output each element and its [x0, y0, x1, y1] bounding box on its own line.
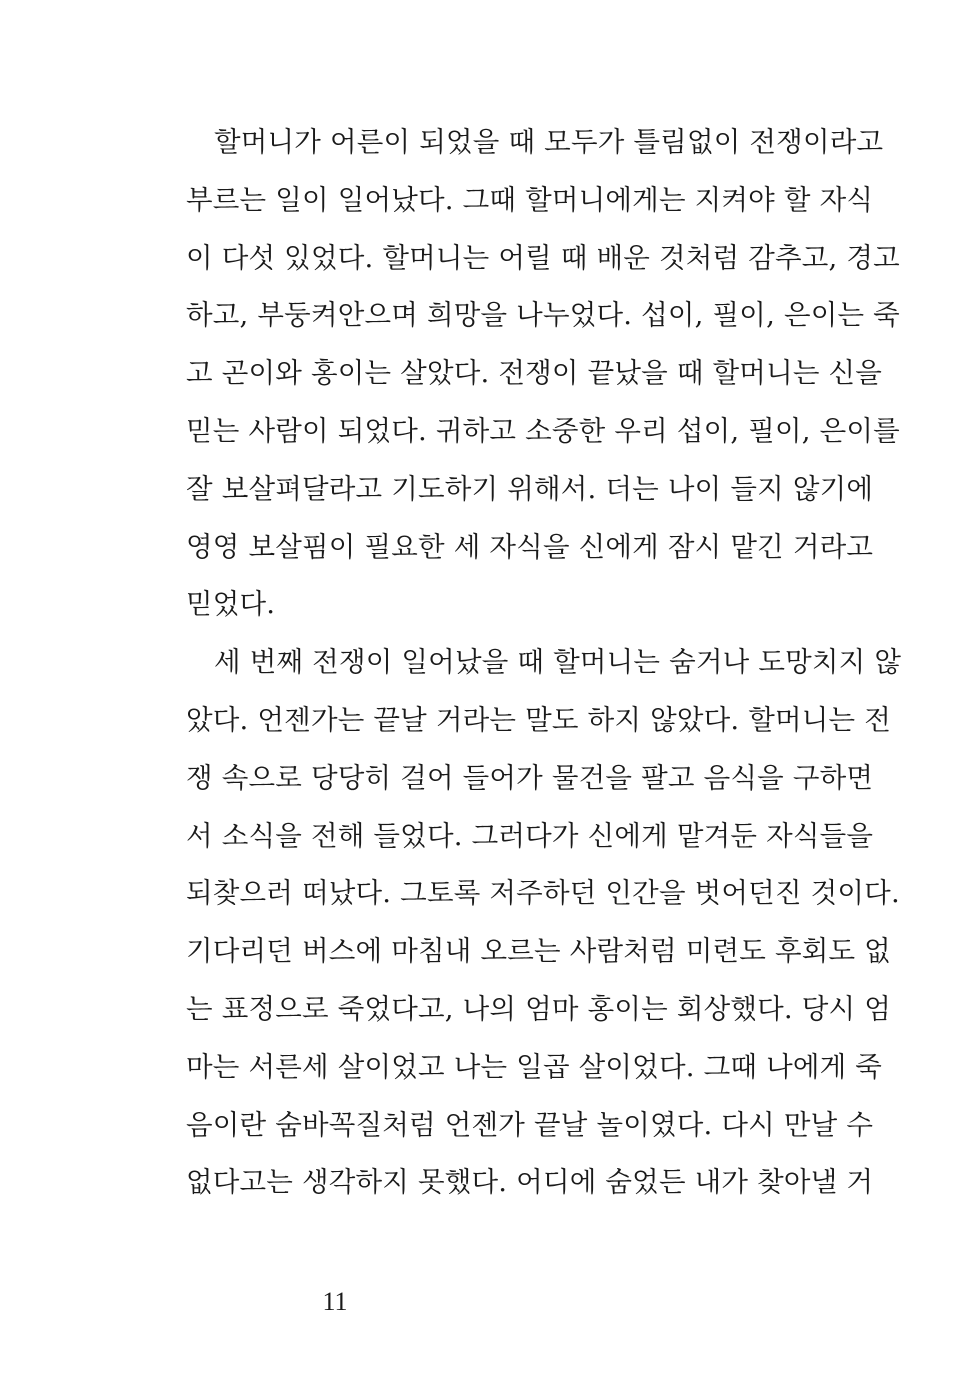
- text-line: 부르는 일이 일어났다. 그때 할머니에게는 지켜야 할 자식: [186, 183, 874, 216]
- text-line: 세 번째 전쟁이 일어났을 때 할머니는 숨거나 도망치지 않: [214, 646, 902, 679]
- text-line: 마는 서른세 살이었고 나는 일곱 살이었다. 그때 나에게 죽: [186, 1050, 883, 1083]
- text-line: 믿는 사람이 되었다. 귀하고 소중한 우리 섭이, 필이, 은이를: [186, 414, 900, 447]
- text-line: 는 표정으로 죽었다고, 나의 엄마 홍이는 회상했다. 당시 엄: [186, 992, 892, 1025]
- text-line: 서 소식을 전해 들었다. 그러다가 신에게 맡겨둔 자식들을: [186, 819, 874, 852]
- text-line: 기다리던 버스에 마침내 오르는 사람처럼 미련도 후회도 없: [186, 935, 891, 968]
- text-line: 없다고는 생각하지 못했다. 어디에 숨었든 내가 찾아낼 거: [186, 1166, 874, 1199]
- paragraph-2: [186, 634, 902, 1212]
- text-line: 이 다섯 있었다. 할머니는 어릴 때 배운 것처럼 감추고, 경고: [186, 241, 900, 274]
- body-text: [186, 114, 902, 1212]
- text-line: 하고, 부둥켜안으며 희망을 나누었다. 섭이, 필이, 은이는 죽: [186, 299, 900, 332]
- text-line: 고 곤이와 홍이는 살았다. 전쟁이 끝났을 때 할머니는 신을: [186, 357, 883, 390]
- page-number: 11: [322, 1287, 348, 1316]
- text-line: 믿었다.: [186, 588, 276, 621]
- text-line: 았다. 언젠가는 끝날 거라는 말도 하지 않았다. 할머니는 전: [186, 703, 892, 736]
- text-line: 잘 보살펴달라고 기도하기 위해서. 더는 나이 들지 않기에: [186, 472, 874, 505]
- text-line: 할머니가 어른이 되었을 때 모두가 틀림없이 전쟁이라고: [214, 126, 884, 158]
- text-line: 되찾으러 떠났다. 그토록 저주하던 인간을 벗어던진 것이다.: [186, 877, 900, 910]
- paragraph-1: [186, 114, 900, 634]
- text-line: 쟁 속으로 당당히 걸어 들어가 물건을 팔고 음식을 구하면: [186, 761, 874, 794]
- text-line: 음이란 숨바꼭질처럼 언젠가 끝날 놀이였다. 다시 만날 수: [186, 1108, 874, 1141]
- text-line: 영영 보살핌이 필요한 세 자식을 신에게 잠시 맡긴 거라고: [186, 530, 874, 563]
